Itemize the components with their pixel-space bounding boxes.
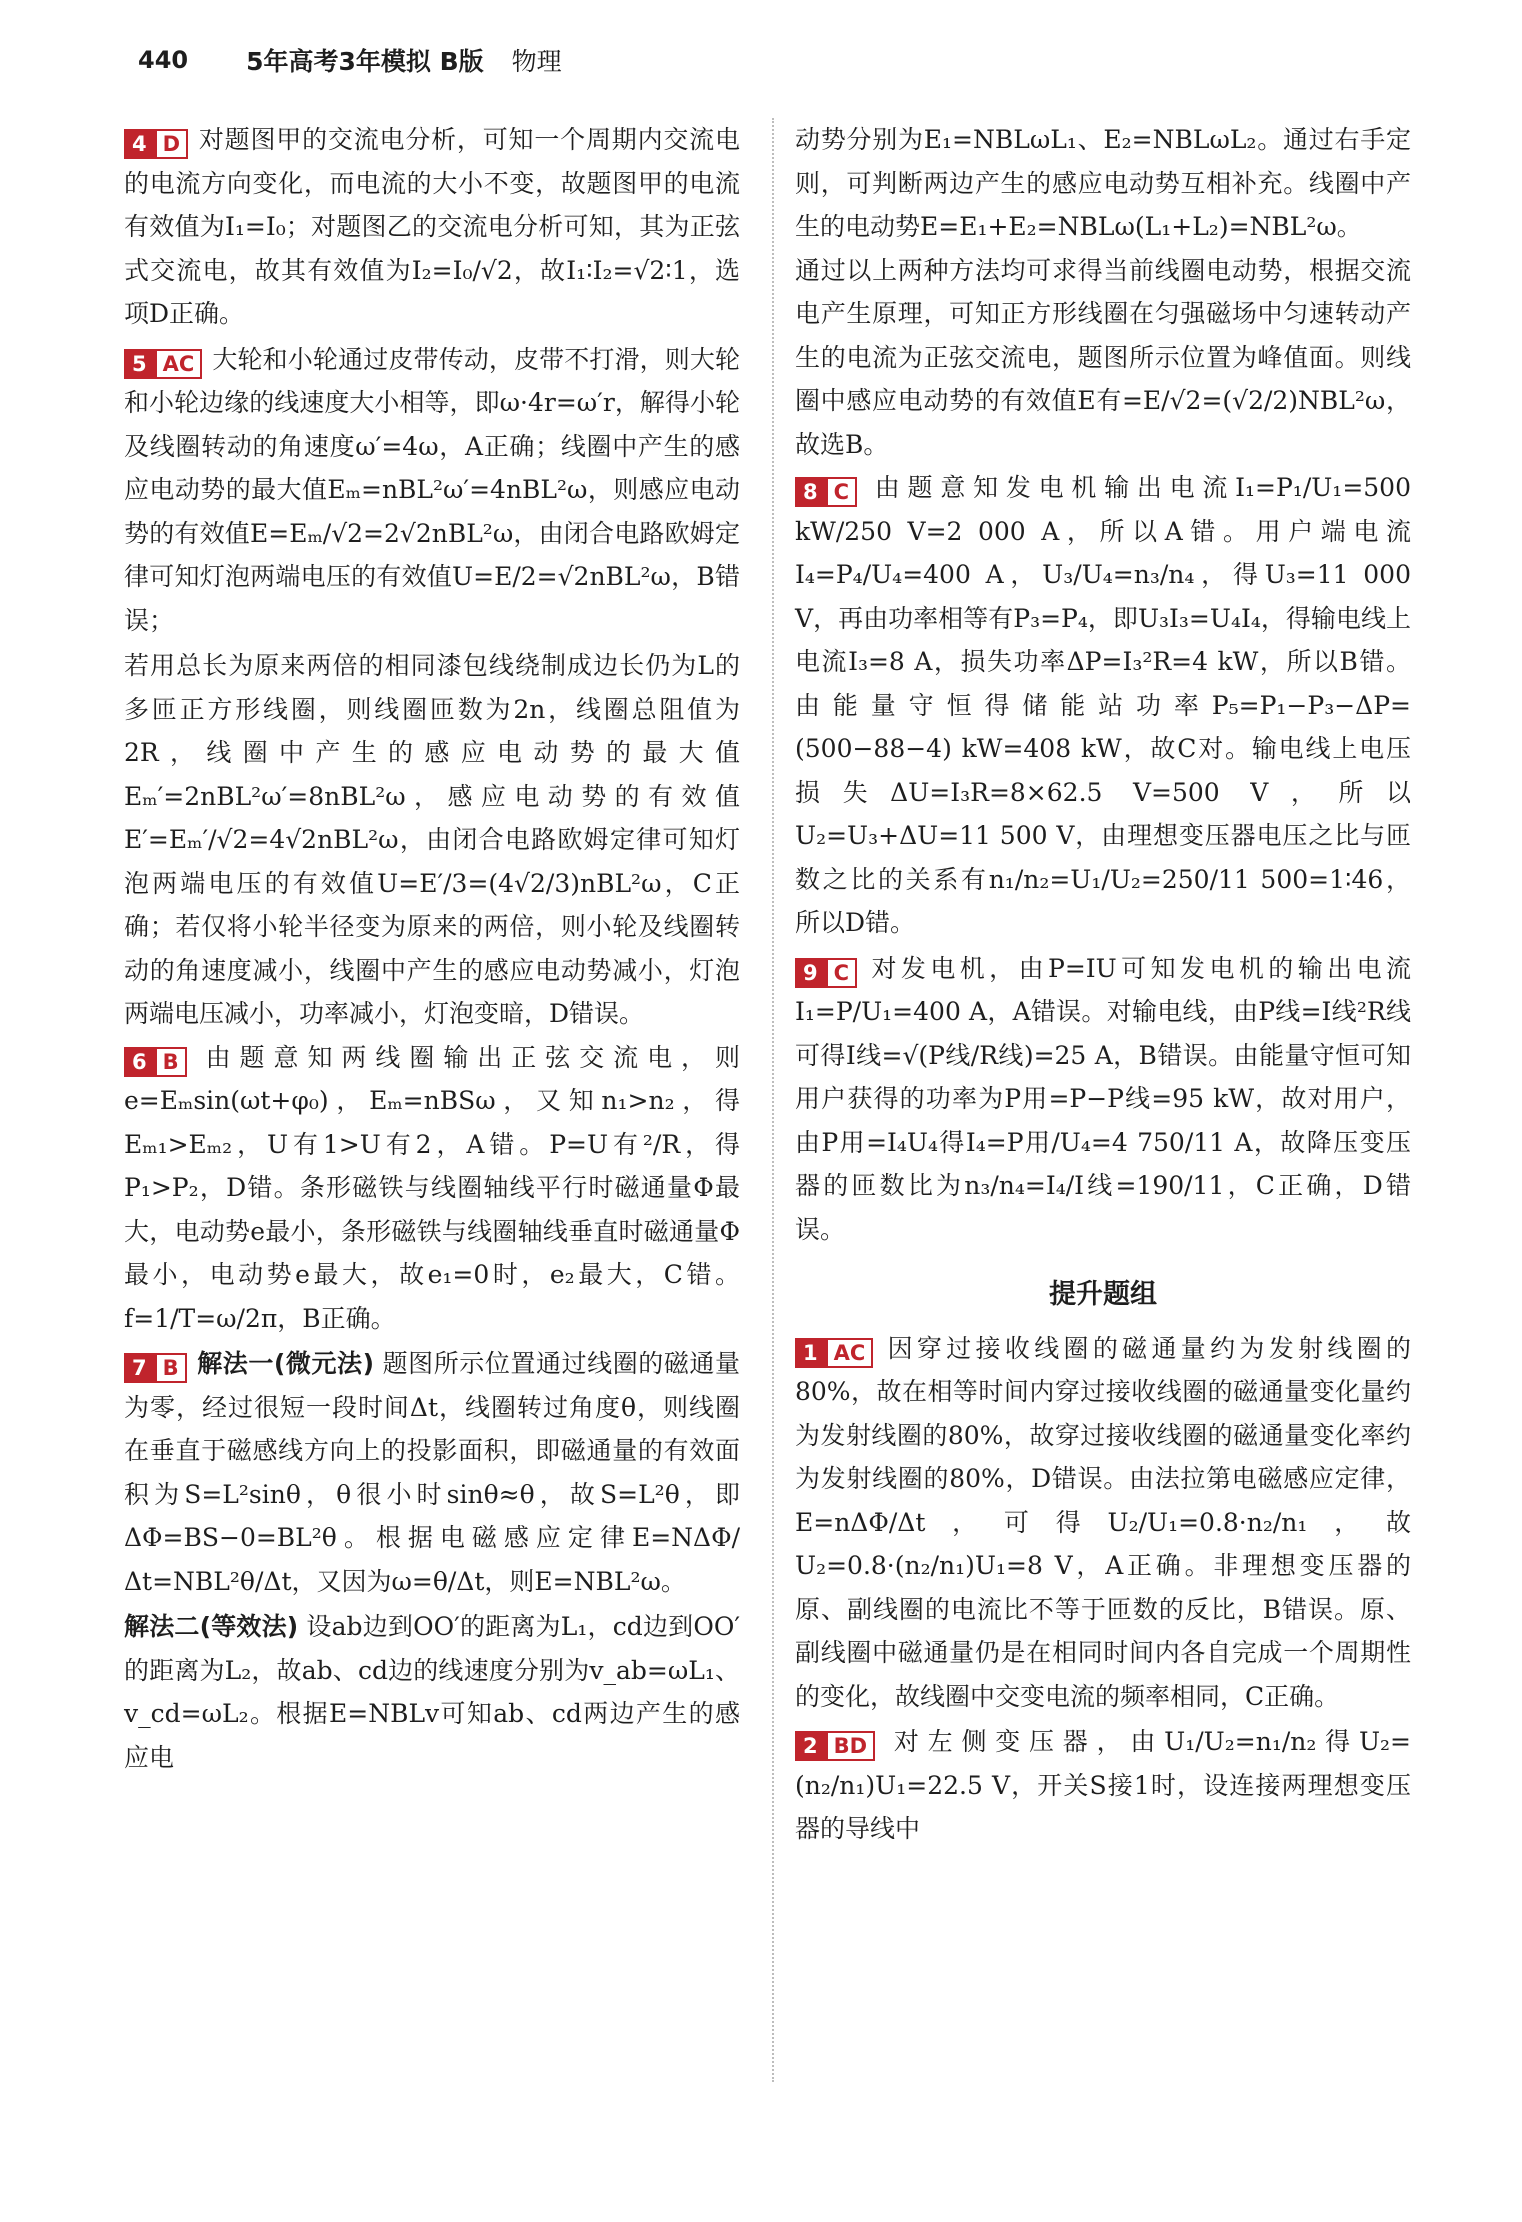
answer-text: 由题意知两线圈输出正弦交流电，则e=Eₘsin(ωt+φ₀)，Eₘ=nBSω，又知n₁>n₂，得Eₘ₁>Eₘ₂，U有1>U有2，A错。P=U有²/R，得P₁>P₂，D错。条形磁铁与线圈轴线平行时磁通量Φ最大，电动势e最小，条形磁铁与线圈轴线垂直时磁通量Φ最小，电动势e最大，故e₁=0时，e₂最大，C错。f=1/T=ω/2π，B正确。 — [124, 1042, 740, 1333]
book-title: 5年高考3年模拟 B版 — [246, 47, 484, 76]
answer-7-method-2 — [124, 1605, 740, 1779]
answer-tag: 4 D — [124, 129, 188, 159]
right-column — [795, 118, 1411, 1853]
answer-text: 对发电机，由P=IU可知发电机的输出电流I₁=P/U₁=400 A，A错误。对输电线，由P线=I线²R线可得I线=√(P线/R线)=25 A，B错误。由能量守恒可知用户获得的功率为P用=P−P线=95 kW，故对用户，由P用=I₄U₄得I₄=P用/U₄=4 750/11 A，故降压变压器的匝数比为n₃/n₄=I₄/I线=190/11，C正确，D错误。 — [795, 953, 1411, 1244]
method-label: 解法一(微元法) — [196, 1349, 375, 1378]
answer-s2 — [795, 1720, 1411, 1851]
answer-5-continued: 若用总长为原来两倍的相同漆包线绕制成边长仍为L的多匝正方形线圈，则线圈匝数为2n，线圈总阻值为2R，线圈中产生的感应电动势的最大值Eₘ′=2nBL²ω′=8nBL²ω，感应电动势的有效值E′=Eₘ′/√2=4√2nBL²ω，由闭合电路欧姆定律可知灯泡两端电压的有效值U=E′/3=(4√2/3)nBL²ω，C正确；若仅将小轮半径变为原来的两倍，则小轮及线圈转动的角速度减小，线圈中产生的感应电动势减小，灯泡两端电压减小，功率减小，灯泡变暗，D错误。 — [124, 651, 740, 1028]
subject-label: 物理 — [511, 47, 562, 76]
answer-text: 由题意知发电机输出电流I₁=P₁/U₁=500 kW/250 V=2 000 A，所以A错。用户端电流I₄=P₄/U₄=400 A，U₃/U₄=n₃/n₄，得U₃=11 000 V，再由功率相等有P₃=P₄，即U₃I₃=U₄I₄，得输电线上电流I₃=8 A，损失功率ΔP=I₃²R=4 kW，所以B错。由能量守恒得储能站功率P₅=P₁−P₃−ΔP=(500−88−4) kW=408 kW，故C对。输电线上电压损失ΔU=I₃R=8×62.5 V=500 V，所以U₂=U₃+ΔU=11 500 V，由理想变压器电压之比与匝数之比的关系有n₁/n₂=U₁/U₂=250/11 500=1∶46，所以D错。 — [795, 473, 1411, 937]
answer-tag: 1 AC — [795, 1338, 873, 1368]
answer-text: 因穿过接收线圈的磁通量约为发射线圈的80%，故在相等时间内穿过接收线圈的磁通量变化量约为发射线圈的80%，故穿过接收线圈的磁通量变化率约为发射线圈的80%，D错误。由法拉第电磁感应定律，E=nΔΦ/Δt，可得U₂/U₁=0.8·n₂/n₁，故U₂=0.8·(n₂/n₁)U₁=8 V，A正确。非理想变压器的原、副线圈的电流比不等于匝数的反比，B错误。原、副线圈中磁通量仍是在相同时间内各自完成一个周期性的变化，故线圈中交变电流的频率相同，C正确。 — [795, 1333, 1411, 1711]
page-number: 440 — [138, 46, 189, 74]
answer-text: 对题图甲的交流电分析，可知一个周期内交流电的电流方向变化，而电流的大小不变，故题图甲的电流有效值为I₁=I₀；对题图乙的交流电分析可知，其为正弦式交流电，故其有效值为I₂=I₀/√2，故I₁∶I₂=√2∶1，选项D正确。 — [124, 125, 740, 328]
answer-tag: 7 B — [124, 1353, 187, 1383]
answer-5 — [124, 338, 740, 643]
page-header — [138, 40, 1402, 80]
column-divider — [772, 118, 774, 2082]
answer-text: 设ab边到OO′的距离为L₁，cd边到OO′的距离为L₂，故ab、cd边的线速度分别为v_ab=ωL₁、v_cd=ωL₂。根据E=NBLv可知ab、cd两边产生的感应电 — [124, 1612, 741, 1772]
answer-tag: 8 C — [795, 477, 857, 507]
answer-text: 对左侧变压器，由U₁/U₂=n₁/n₂得U₂=(n₂/n₁)U₁=22.5 V，开关S接1时，设连接两理想变压器的导线中 — [795, 1727, 1411, 1843]
answer-7 — [124, 1342, 740, 1603]
answer-8 — [795, 466, 1411, 945]
left-column — [124, 118, 740, 1779]
answer-7-conclusion: 通过以上两种方法均可求得当前线圈电动势，根据交流电产生原理，可知正方形线圈在匀强磁场中匀速转动产生的电流为正弦交流电，题图所示位置为峰值面。则线圈中感应电动势的有效值E有=E/√2=(√2/2)NBL²ω，故选B。 — [795, 255, 1411, 459]
answer-tag: 5 AC — [124, 349, 202, 379]
answer-4 — [124, 118, 740, 336]
answer-tag: 9 C — [795, 958, 857, 988]
answer-7-continued: 动势分别为E₁=NBLωL₁、E₂=NBLωL₂。通过右手定则，可判断两边产生的感应电动势互相补充。线圈中产生的电动势E=E₁+E₂=NBLω(L₁+L₂)=NBL²ω。 — [795, 125, 1411, 241]
answer-s1 — [795, 1327, 1411, 1719]
answer-text: 题图所示位置通过线圈的磁通量为零，经过很短一段时间Δt，线圈转过角度θ，则线圈在垂直于磁感线方向上的投影面积，即磁通量的有效面积为S=L²sinθ，θ很小时sinθ≈θ，故S=L²θ，即ΔΦ=BS−0=BL²θ。根据电磁感应定律E=NΔΦ/Δt=NBL²θ/Δt，又因为ω=θ/Δt，则E=NBL²ω。 — [124, 1349, 740, 1596]
section-title: 提升题组 — [1049, 1279, 1157, 1310]
method-label: 解法二(等效法) — [124, 1612, 299, 1641]
answer-tag: 6 B — [124, 1047, 187, 1077]
answer-6 — [124, 1036, 740, 1341]
answer-text: 大轮和小轮通过皮带传动，皮带不打滑，则大轮和小轮边缘的线速度大小相等，即ω·4r=ω′r，解得小轮及线圈转动的角速度ω′=4ω，A正确；线圈中产生的感应电动势的最大值Eₘ=nBL²ω′=4nBL²ω，则感应电动势的有效值E=Eₘ/√2=2√2nBL²ω，由闭合电路欧姆定律可知灯泡两端电压的有效值U=E/2=√2nBL²ω，B错误； — [124, 344, 740, 635]
answer-tag: 2 BD — [795, 1731, 875, 1761]
answer-9 — [795, 947, 1411, 1252]
